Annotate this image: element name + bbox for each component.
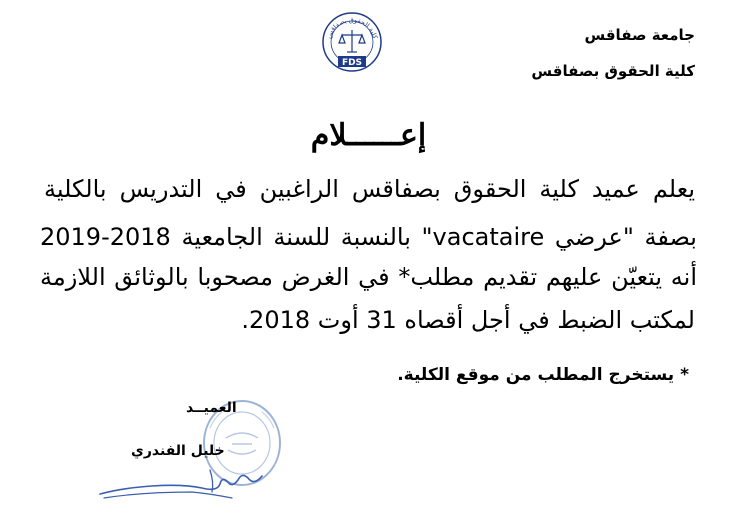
handwritten-signature	[92, 458, 272, 506]
signatory-title: العميــد	[186, 400, 237, 416]
faculty-name: كلية الحقوق بصفاقس	[531, 62, 695, 80]
body-line-1: يعلم عميد كلية الحقوق بصفاقس الراغبين في التدريس بالكلية	[44, 175, 695, 203]
body-line-3: أنه يتعيّن عليهم تقديم مطلب* في الغرض مصحوبا بالوثائق اللازمة	[40, 263, 697, 291]
page-title: إعــــــلام	[310, 118, 427, 153]
logo-arc-text: كلية الحقوق بصفاقس	[324, 15, 380, 40]
faculty-logo	[320, 10, 384, 74]
university-name: جامعة صفاقس	[584, 26, 695, 44]
scales-of-justice-icon	[339, 30, 365, 52]
logo-label: FDS	[341, 58, 363, 68]
footnote: * يستخرج المطلب من موقع الكلية.	[397, 365, 689, 385]
signatory-name: خليل الفندري	[131, 443, 225, 459]
body-line-4: لمكتب الضبط في أجل أقصاه 31 أوت 2018.	[241, 306, 695, 334]
body-line-2: بصفة "عرضي vacataire" بالنسبة للسنة الجامعية 2018-2019	[40, 223, 697, 251]
